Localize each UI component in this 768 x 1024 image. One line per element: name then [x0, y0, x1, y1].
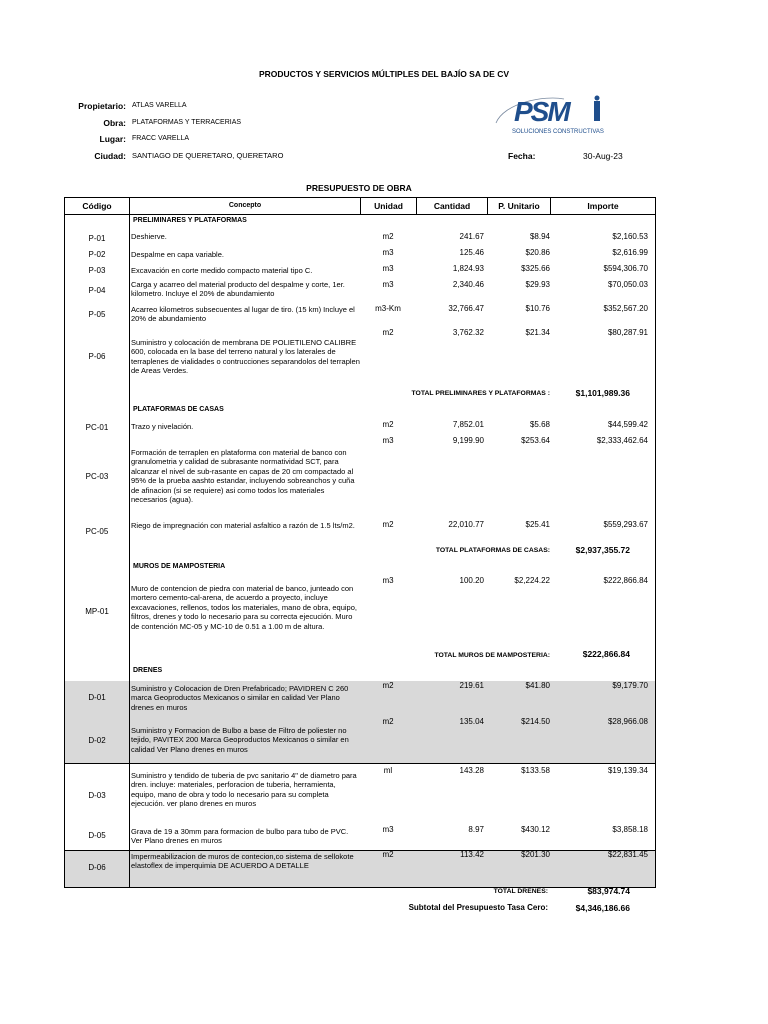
date-label: Fecha: — [508, 151, 536, 161]
header-cantidad: Cantidad — [433, 201, 471, 211]
total-label: TOTAL DRENES: — [493, 888, 548, 895]
section-title: MUROS DE MAMPOSTERIA — [133, 563, 226, 570]
row-price: $20.86 — [525, 248, 550, 257]
row-price: $29.93 — [525, 280, 550, 289]
table-border-left — [64, 197, 65, 888]
section-title: DRENES — [133, 667, 163, 674]
row-qty: 219.61 — [459, 681, 484, 690]
header-codigo: Código — [82, 201, 112, 211]
row-unit: m2 — [382, 520, 394, 529]
total-value: $83,974.74 — [587, 886, 630, 896]
row-concept: Suministro y tendido de tuberia de pvc sanitario 4" de diametro para dren. incluye: materiales, perforacion de tuberia, herramienta, equipo, mano de obra y todo lo necesario para su completa ejecución. ver plano drenes en muros — [131, 771, 357, 809]
row-qty: 7,852.01 — [452, 420, 484, 429]
section-title: PRELIMINARES Y PLATAFORMAS — [133, 217, 247, 224]
row-amount: $44,599.42 — [607, 420, 648, 429]
section-title: PLATAFORMAS DE CASAS — [133, 406, 224, 413]
row-unit: m3-Km — [375, 304, 401, 313]
row-price: $8.94 — [529, 232, 550, 241]
row-unit: m3 — [382, 436, 394, 445]
city-label: Ciudad: — [94, 151, 126, 161]
row-code: D-02 — [88, 736, 106, 745]
date-value: 30-Aug-23 — [583, 151, 623, 161]
column-separator — [129, 214, 130, 887]
row-amount: $3,858.18 — [612, 825, 648, 834]
row-qty: 135.04 — [459, 717, 484, 726]
total-value: $222,866.84 — [582, 649, 630, 659]
row-code: D-01 — [88, 693, 106, 702]
row-qty: 241.67 — [459, 232, 484, 241]
row-concept: Deshierve. — [131, 232, 167, 241]
row-amount: $22,831.45 — [607, 850, 648, 859]
row-unit: m3 — [382, 264, 394, 273]
subtotal-value: $4,346,186.66 — [575, 903, 630, 913]
total-value: $2,937,355.72 — [575, 545, 630, 555]
owner-value: ATLAS VARELLA — [132, 102, 187, 109]
row-amount: $352,567.20 — [603, 304, 648, 313]
row-unit: m2 — [382, 850, 394, 859]
row-unit: m2 — [382, 328, 394, 337]
header-concepto: Concepto — [228, 202, 262, 209]
row-qty: 9,199.90 — [452, 436, 484, 445]
row-unit: m3 — [382, 248, 394, 257]
row-unit: m3 — [382, 825, 394, 834]
row-qty: 125.46 — [459, 248, 484, 257]
table-border-right — [655, 197, 656, 888]
row-concept: Grava de 19 a 30mm para formacion de bulbo para tubo de PVC. Ver Plano drenes en muros — [131, 827, 349, 846]
row-concept: Suministro y colocación de membrana DE POLIETILENO CALIBRE 600, colocada en la base del terreno natural y los laterales de terraplenes de vialidades o contrucciones separandolos del terraplen de Areas Verdes. — [131, 338, 360, 376]
subtotal-label: Subtotal del Presupuesto Tasa Cero: — [408, 903, 548, 912]
row-qty: 8.97 — [468, 825, 484, 834]
header-unidad: Unidad — [374, 201, 403, 211]
row-amount: $2,160.53 — [612, 232, 648, 241]
row-qty: 3,762.32 — [452, 328, 484, 337]
total-label: TOTAL MUROS DE MAMPOSTERIA: — [434, 652, 550, 659]
svg-text:SOLUCIONES CONSTRUCTIVAS: SOLUCIONES CONSTRUCTIVAS — [512, 129, 604, 135]
row-price: $214.50 — [521, 717, 550, 726]
row-amount: $70,050.03 — [607, 280, 648, 289]
row-qty: 143.28 — [459, 766, 484, 775]
row-amount: $9,179.70 — [612, 681, 648, 690]
row-code: P-01 — [88, 234, 106, 243]
row-concept: Riego de impregnación con material asfaltico a razón de 1.5 lts/m2. — [131, 521, 355, 530]
row-qty: 1,824.93 — [452, 264, 484, 273]
row-concept: Trazo y nivelación. — [131, 422, 194, 431]
city-value: SANTIAGO DE QUERETARO, QUERETARO — [132, 151, 284, 160]
row-price: $2,224.22 — [514, 576, 550, 585]
row-concept: Suministro y Colocacion de Dren Prefabricado; PAVIDREN C 260 marca Geoproductos Mexicanos o similar en calidad Ver Plano drenes en muros — [131, 684, 349, 712]
row-amount: $19,139.34 — [607, 766, 648, 775]
work-value: PLATAFORMAS Y TERRACERIAS — [132, 119, 242, 126]
row-code: PC-01 — [85, 423, 109, 432]
row-code: P-04 — [88, 286, 106, 295]
row-concept: Formación de terraplen en plataforma con material de banco con granulometria y calidad de subrasante normatividad SCT, para alcanzar el nivel de sub-rasante en capas de 20 cm compactado al 95% de la prueba aashto estandar, incluyendo sobreanchos y cuña de afinacion (si se requiere) asi como todos los materiales necesarios (agua). — [131, 448, 355, 505]
row-unit: m3 — [382, 576, 394, 585]
place-label: Lugar: — [99, 134, 126, 144]
row-separator — [65, 763, 655, 764]
company-logo — [494, 93, 614, 137]
row-code: D-05 — [88, 831, 106, 840]
row-amount: $594,306.70 — [603, 264, 648, 273]
total-label: TOTAL PRELIMINARES Y PLATAFORMAS : — [411, 390, 550, 397]
row-qty: 32,766.47 — [448, 304, 484, 313]
row-amount: $222,866.84 — [603, 576, 648, 585]
row-qty: 113.42 — [460, 850, 484, 859]
work-label: Obra: — [103, 118, 126, 128]
row-code: P-03 — [88, 266, 106, 275]
row-concept: Excavación en corte medido compacto material tipo C. — [131, 266, 313, 275]
row-code: MP-01 — [85, 607, 109, 616]
header-punitario: P. Unitario — [498, 201, 540, 211]
row-qty: 22,010.77 — [448, 520, 484, 529]
row-price: $5.68 — [529, 420, 550, 429]
owner-label: Propietario: — [78, 101, 126, 111]
row-concept: Despalme en capa variable. — [131, 250, 224, 259]
row-code: P-05 — [88, 310, 106, 319]
row-unit: ml — [383, 766, 393, 775]
row-price: $25.41 — [525, 520, 550, 529]
row-price: $133.58 — [521, 766, 550, 775]
row-code: D-03 — [88, 791, 106, 800]
row-price: $201.30 — [521, 850, 550, 859]
row-concept: Suministro y Formacion de Bulbo a base de Filtro de poliester no tejido, PAVITEX 200 Marca Geoproductos Mexicanos o similar en calidad Ver Plano drenes en muros — [131, 726, 349, 754]
row-price: $21.34 — [525, 328, 550, 337]
row-price: $325.66 — [521, 264, 550, 273]
row-amount: $28,966.08 — [607, 717, 648, 726]
row-concept: Carga y acarreo del material producto del despalme y corte, 1er. kilometro. Incluye el 20% de abundamiento — [131, 280, 345, 299]
row-unit: m2 — [382, 420, 394, 429]
row-unit: m2 — [382, 681, 394, 690]
total-label: TOTAL PLATAFORMAS DE CASAS: — [435, 547, 550, 554]
row-unit: m3 — [382, 280, 394, 289]
row-concept: Impermeabilizacion de muros de contecion,co sistema de sellokote elastoflex de imperquimia DE ACUERDO A DETALLE — [131, 852, 354, 871]
row-unit: m2 — [382, 232, 394, 241]
svg-text:PSM: PSM — [514, 96, 569, 127]
row-price: $41.80 — [525, 681, 550, 690]
row-unit: m2 — [382, 717, 394, 726]
row-amount: $80,287.91 — [607, 328, 648, 337]
row-price: $430.12 — [521, 825, 550, 834]
row-price: $253.64 — [521, 436, 550, 445]
row-price: $10.76 — [525, 304, 550, 313]
row-qty: 100.20 — [459, 576, 484, 585]
row-code: PC-05 — [85, 527, 109, 536]
row-code: P-02 — [88, 250, 106, 259]
row-code: PC-03 — [85, 472, 109, 481]
place-value: FRACC VARELLA — [132, 135, 190, 142]
row-code: D-06 — [88, 863, 106, 872]
header-importe: Importe — [587, 201, 619, 211]
row-concept: Muro de contencion de piedra con material de banco, junteado con mortero cemento-cal-arena, de acuerdo a proyecto, incluye excavaciones, rellenos, todos los materiales, mano de obra, equipo, filtros, drenes y todo lo necesario para su correcta ejecución. Muro de contención MC-05 y MC-10 de 0.51 a 1.00 m de altura. — [131, 584, 357, 631]
row-amount: $2,616.99 — [612, 248, 648, 257]
row-qty: 2,340.46 — [452, 280, 484, 289]
total-value: $1,101,989.36 — [575, 388, 630, 398]
row-amount: $559,293.67 — [603, 520, 648, 529]
row-amount: $2,333,462.64 — [596, 436, 648, 445]
row-concept: Acarreo kilometros subsecuentes al lugar de tiro. (15 km) Incluye el 20% de abundamiento — [131, 305, 355, 324]
budget-title: PRESUPUESTO DE OBRA — [306, 183, 412, 193]
company-name: PRODUCTOS Y SERVICIOS MÚLTIPLES DEL BAJÍO SA DE CV — [258, 69, 509, 79]
row-code: P-06 — [88, 352, 106, 361]
